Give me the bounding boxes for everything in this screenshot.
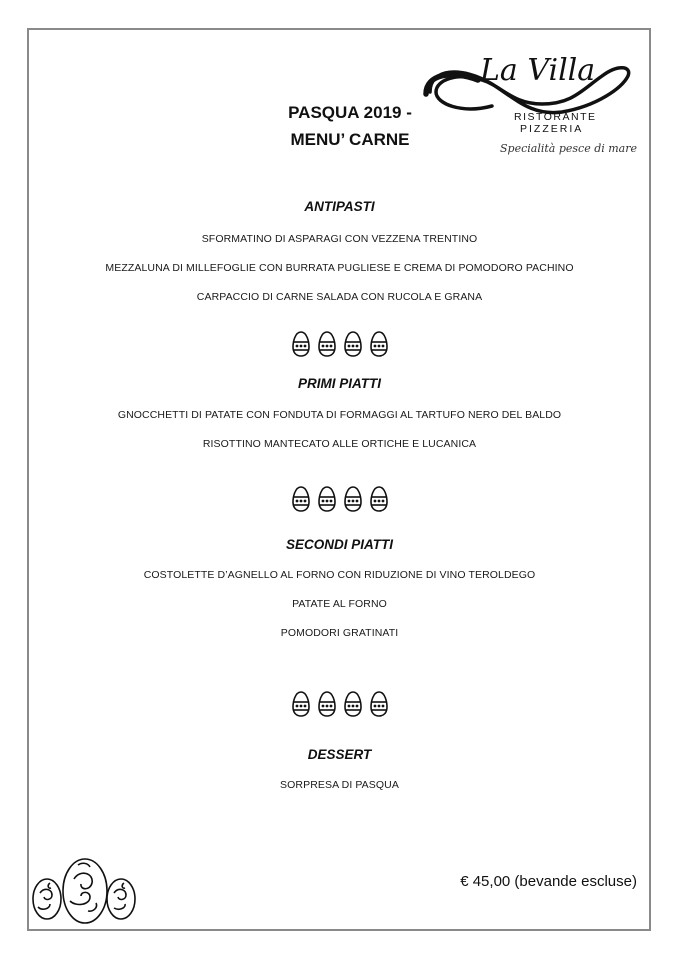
easter-egg-divider [0,485,679,517]
dish-item: GNOCCHETTI DI PATATE CON FONDUTA DI FORMAGGI AL TARTUFO NERO DEL BALDO [117,409,562,421]
restaurant-logo [422,34,642,164]
easter-egg-icon [343,330,363,358]
menu-title-line2: MENU’ CARNE [290,130,410,149]
easter-egg-icon [369,330,389,358]
easter-egg-icon [291,330,311,358]
decorated-eggs-icon [30,853,142,927]
section-heading-antipasti: ANTIPASTI [304,199,375,214]
easter-egg-icon [317,690,337,718]
section-heading-dessert: DESSERT [307,747,372,762]
easter-egg-divider [0,330,679,362]
easter-egg-icon [317,485,337,513]
easter-egg-icon [291,690,311,718]
easter-egg-divider [0,690,679,722]
section-heading-secondi-piatti: SECONDI PIATTI [285,537,393,552]
section-heading-primi-piatti: PRIMI PIATTI [298,376,381,391]
dish-item: RISOTTINO MANTECATO ALLE ORTICHE E LUCANICA [202,438,477,450]
menu-title-line1: PASQUA 2019 - [288,103,412,122]
logo-line1: RISTORANTE [514,111,597,123]
easter-egg-icon [369,485,389,513]
dish-item: CARPACCIO DI CARNE SALADA CON RUCOLA E GRANA [196,291,483,303]
logo-script-name: La Villa [480,53,596,88]
dish-item: POMODORI GRATINATI [280,627,399,639]
easter-egg-icon [343,690,363,718]
easter-egg-icon [317,330,337,358]
dish-item: PATATE AL FORNO [292,598,387,610]
logo-tagline: Specialità pesce di mare [500,142,638,155]
dish-item: SORPRESA DI PASQUA [280,779,399,791]
easter-egg-icon [369,690,389,718]
menu-price: € 45,00 (bevande escluse) [460,873,637,890]
dish-item: SFORMATINO DI ASPARAGI CON VEZZENA TRENTINO [201,233,478,245]
easter-egg-icon [291,485,311,513]
dish-item: MEZZALUNA DI MILLEFOGLIE CON BURRATA PUGLIESE E CREMA DI POMODORO PACHINO [105,262,574,274]
dish-item: COSTOLETTE D’AGNELLO AL FORNO CON RIDUZIONE DI VINO TEROLDEGO [143,569,536,581]
easter-egg-icon [343,485,363,513]
logo-line2: PIZZERIA [520,123,584,135]
